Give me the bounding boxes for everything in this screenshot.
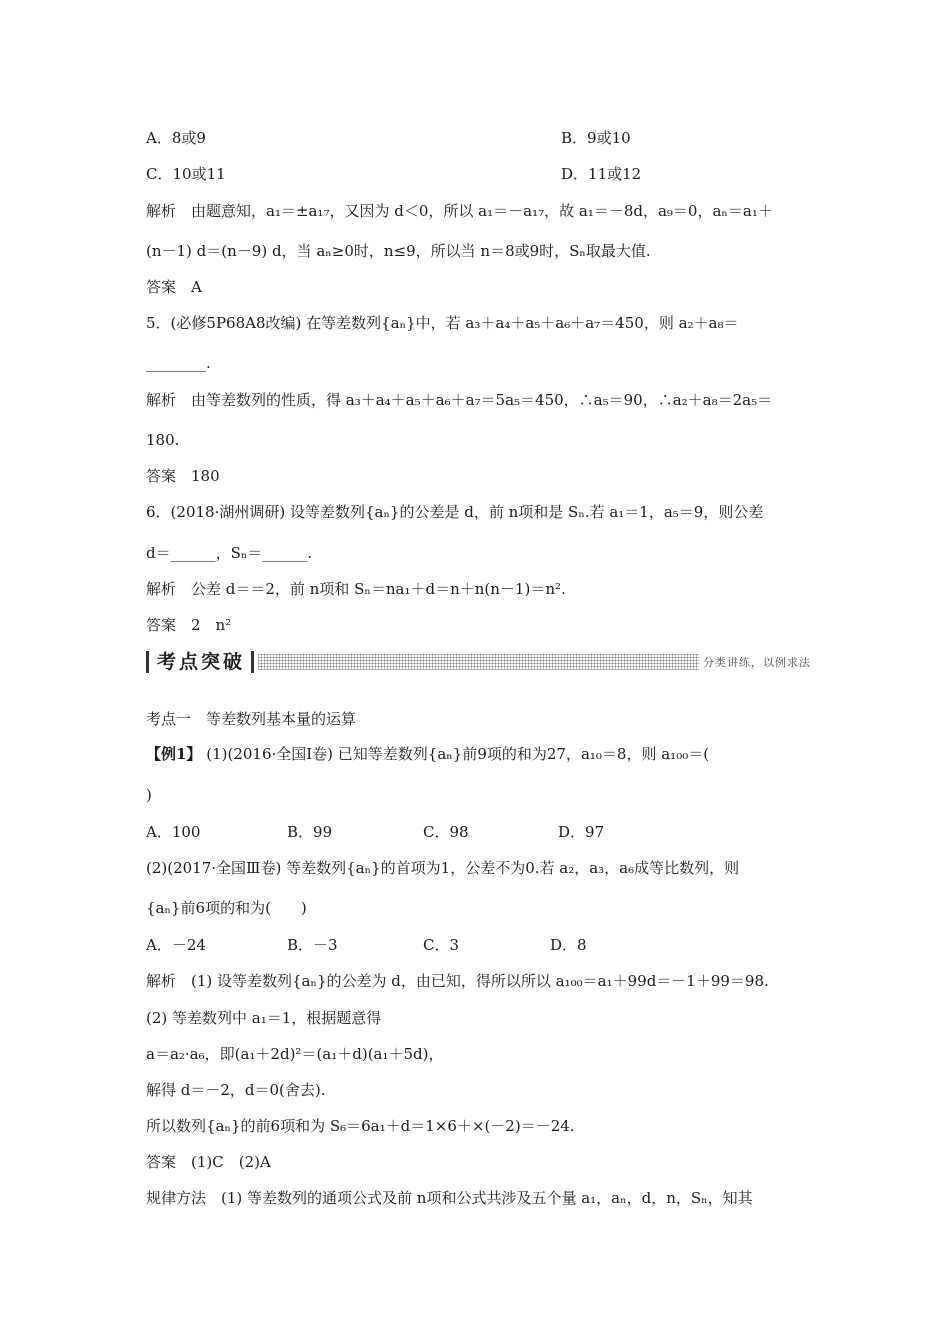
ex1-part2-line-2: {aₙ}前6项的和为( ) bbox=[146, 899, 307, 917]
ex1-part1-text: (1)(2016·全国Ⅰ卷) 已知等差数列{aₙ}前9项的和为27，a₁₀＝8，则 a₁₀₀＝( bbox=[206, 745, 710, 763]
ex1-part2-line-1: (2)(2017·全国Ⅲ卷) 等差数列{aₙ}的首项为1，公差不为0.若 a₂，a₃，a₆成等比数列，则 bbox=[146, 859, 740, 877]
ex1-label: 【例1】 bbox=[146, 745, 202, 763]
q6-answer: 答案 2 n² bbox=[146, 616, 232, 634]
q4-solution-line-1: 解析 由题意知，a₁＝±a₁₇，又因为 d＜0，所以 a₁＝－a₁₇，故 a₁＝－8d，a₉＝0，aₙ＝a₁＋ bbox=[146, 202, 773, 220]
ex1-method: 规律方法 (1) 等差数列的通项公式及前 n项和公式共涉及五个量 a₁，aₙ，d，n，Sₙ，知其 bbox=[146, 1189, 753, 1207]
ex1-part2-option-d: D．8 bbox=[550, 936, 587, 954]
q5-answer: 答案 180 bbox=[146, 467, 220, 485]
ex1-part1-line-2: ) bbox=[146, 786, 152, 804]
ex1-solution-line-5: 所以数列{aₙ}的前6项和为 S₆＝6a₁＋d＝1×6＋×(－2)＝－24. bbox=[146, 1117, 575, 1135]
q4-option-c: C．10或11 bbox=[146, 165, 226, 183]
ex1-answer: 答案 (1)C (2)A bbox=[146, 1153, 271, 1171]
ex1-part1-option-b: B．99 bbox=[287, 823, 333, 841]
q5-solution-line-2: 180. bbox=[146, 431, 180, 449]
section-header bbox=[146, 650, 815, 674]
section-subtitle: 分类讲练，以例求法 bbox=[699, 654, 815, 670]
q6-stem-line-1: 6．(2018·湖州调研) 设等差数列{aₙ}的公差是 d，前 n项和是 Sₙ.若 a₁＝1，a₅＝9，则公差 bbox=[146, 503, 764, 521]
q5-stem-line-2: ________. bbox=[146, 354, 211, 372]
q5-stem-line-1: 5．(必修5P68A8改编) 在等差数列{aₙ}中，若 a₃＋a₄＋a₅＋a₆＋a₇＝450，则 a₂＋a₈＝ bbox=[146, 314, 739, 332]
q4-option-d: D．11或12 bbox=[561, 165, 642, 183]
q4-solution-line-2: (n－1) d＝(n－9) d，当 aₙ≥0时，n≤9，所以当 n＝8或9时，Sₙ取最大值. bbox=[146, 242, 651, 260]
section-title: 考点突破 bbox=[146, 651, 254, 673]
ex1-part2-option-a: A．－24 bbox=[146, 936, 206, 954]
ex1-part1-line-1 bbox=[146, 744, 820, 764]
ex1-part2-option-b: B．－3 bbox=[287, 936, 338, 954]
q5-solution-line-1: 解析 由等差数列的性质，得 a₃＋a₄＋a₅＋a₆＋a₇＝5a₅＝450，∴a₅＝90，∴a₂＋a₈＝2a₅＝ bbox=[146, 391, 773, 409]
ex1-part2-option-c: C．3 bbox=[423, 936, 460, 954]
q4-options-row-2 bbox=[146, 164, 820, 184]
q6-stem-line-2: d＝______，Sₙ＝______. bbox=[146, 544, 313, 562]
ex1-solution-line-1: 解析 (1) 设等差数列{aₙ}的公差为 d，由已知，得所以所以 a₁₀₀＝a₁＋99d＝－1＋99＝98. bbox=[146, 972, 769, 990]
q4-option-a: A．8或9 bbox=[146, 129, 206, 147]
ex1-part1-option-a: A．100 bbox=[146, 823, 201, 841]
q4-option-b: B．9或10 bbox=[561, 129, 631, 147]
q4-answer: 答案 A bbox=[146, 278, 202, 296]
q4-options-row-1 bbox=[146, 128, 820, 148]
q6-solution: 解析 公差 d＝＝2，前 n项和 Sₙ＝na₁＋d＝n＋n(n－1)＝n². bbox=[146, 580, 566, 598]
ex1-part1-option-c: C．98 bbox=[423, 823, 469, 841]
ex1-part1-option-d: D．97 bbox=[558, 823, 605, 841]
topic-heading: 考点一 等差数列基本量的运算 bbox=[146, 710, 357, 728]
ex1-solution-line-2: (2) 等差数列中 a₁＝1，根据题意得 bbox=[146, 1009, 382, 1027]
ex1-solution-line-3: a＝a₂·a₆，即(a₁＋2d)²＝(a₁＋d)(a₁＋5d)， bbox=[146, 1045, 444, 1063]
ex1-solution-line-4: 解得 d＝－2，d＝0(舍去). bbox=[146, 1081, 326, 1099]
section-pattern-bar bbox=[258, 654, 815, 670]
